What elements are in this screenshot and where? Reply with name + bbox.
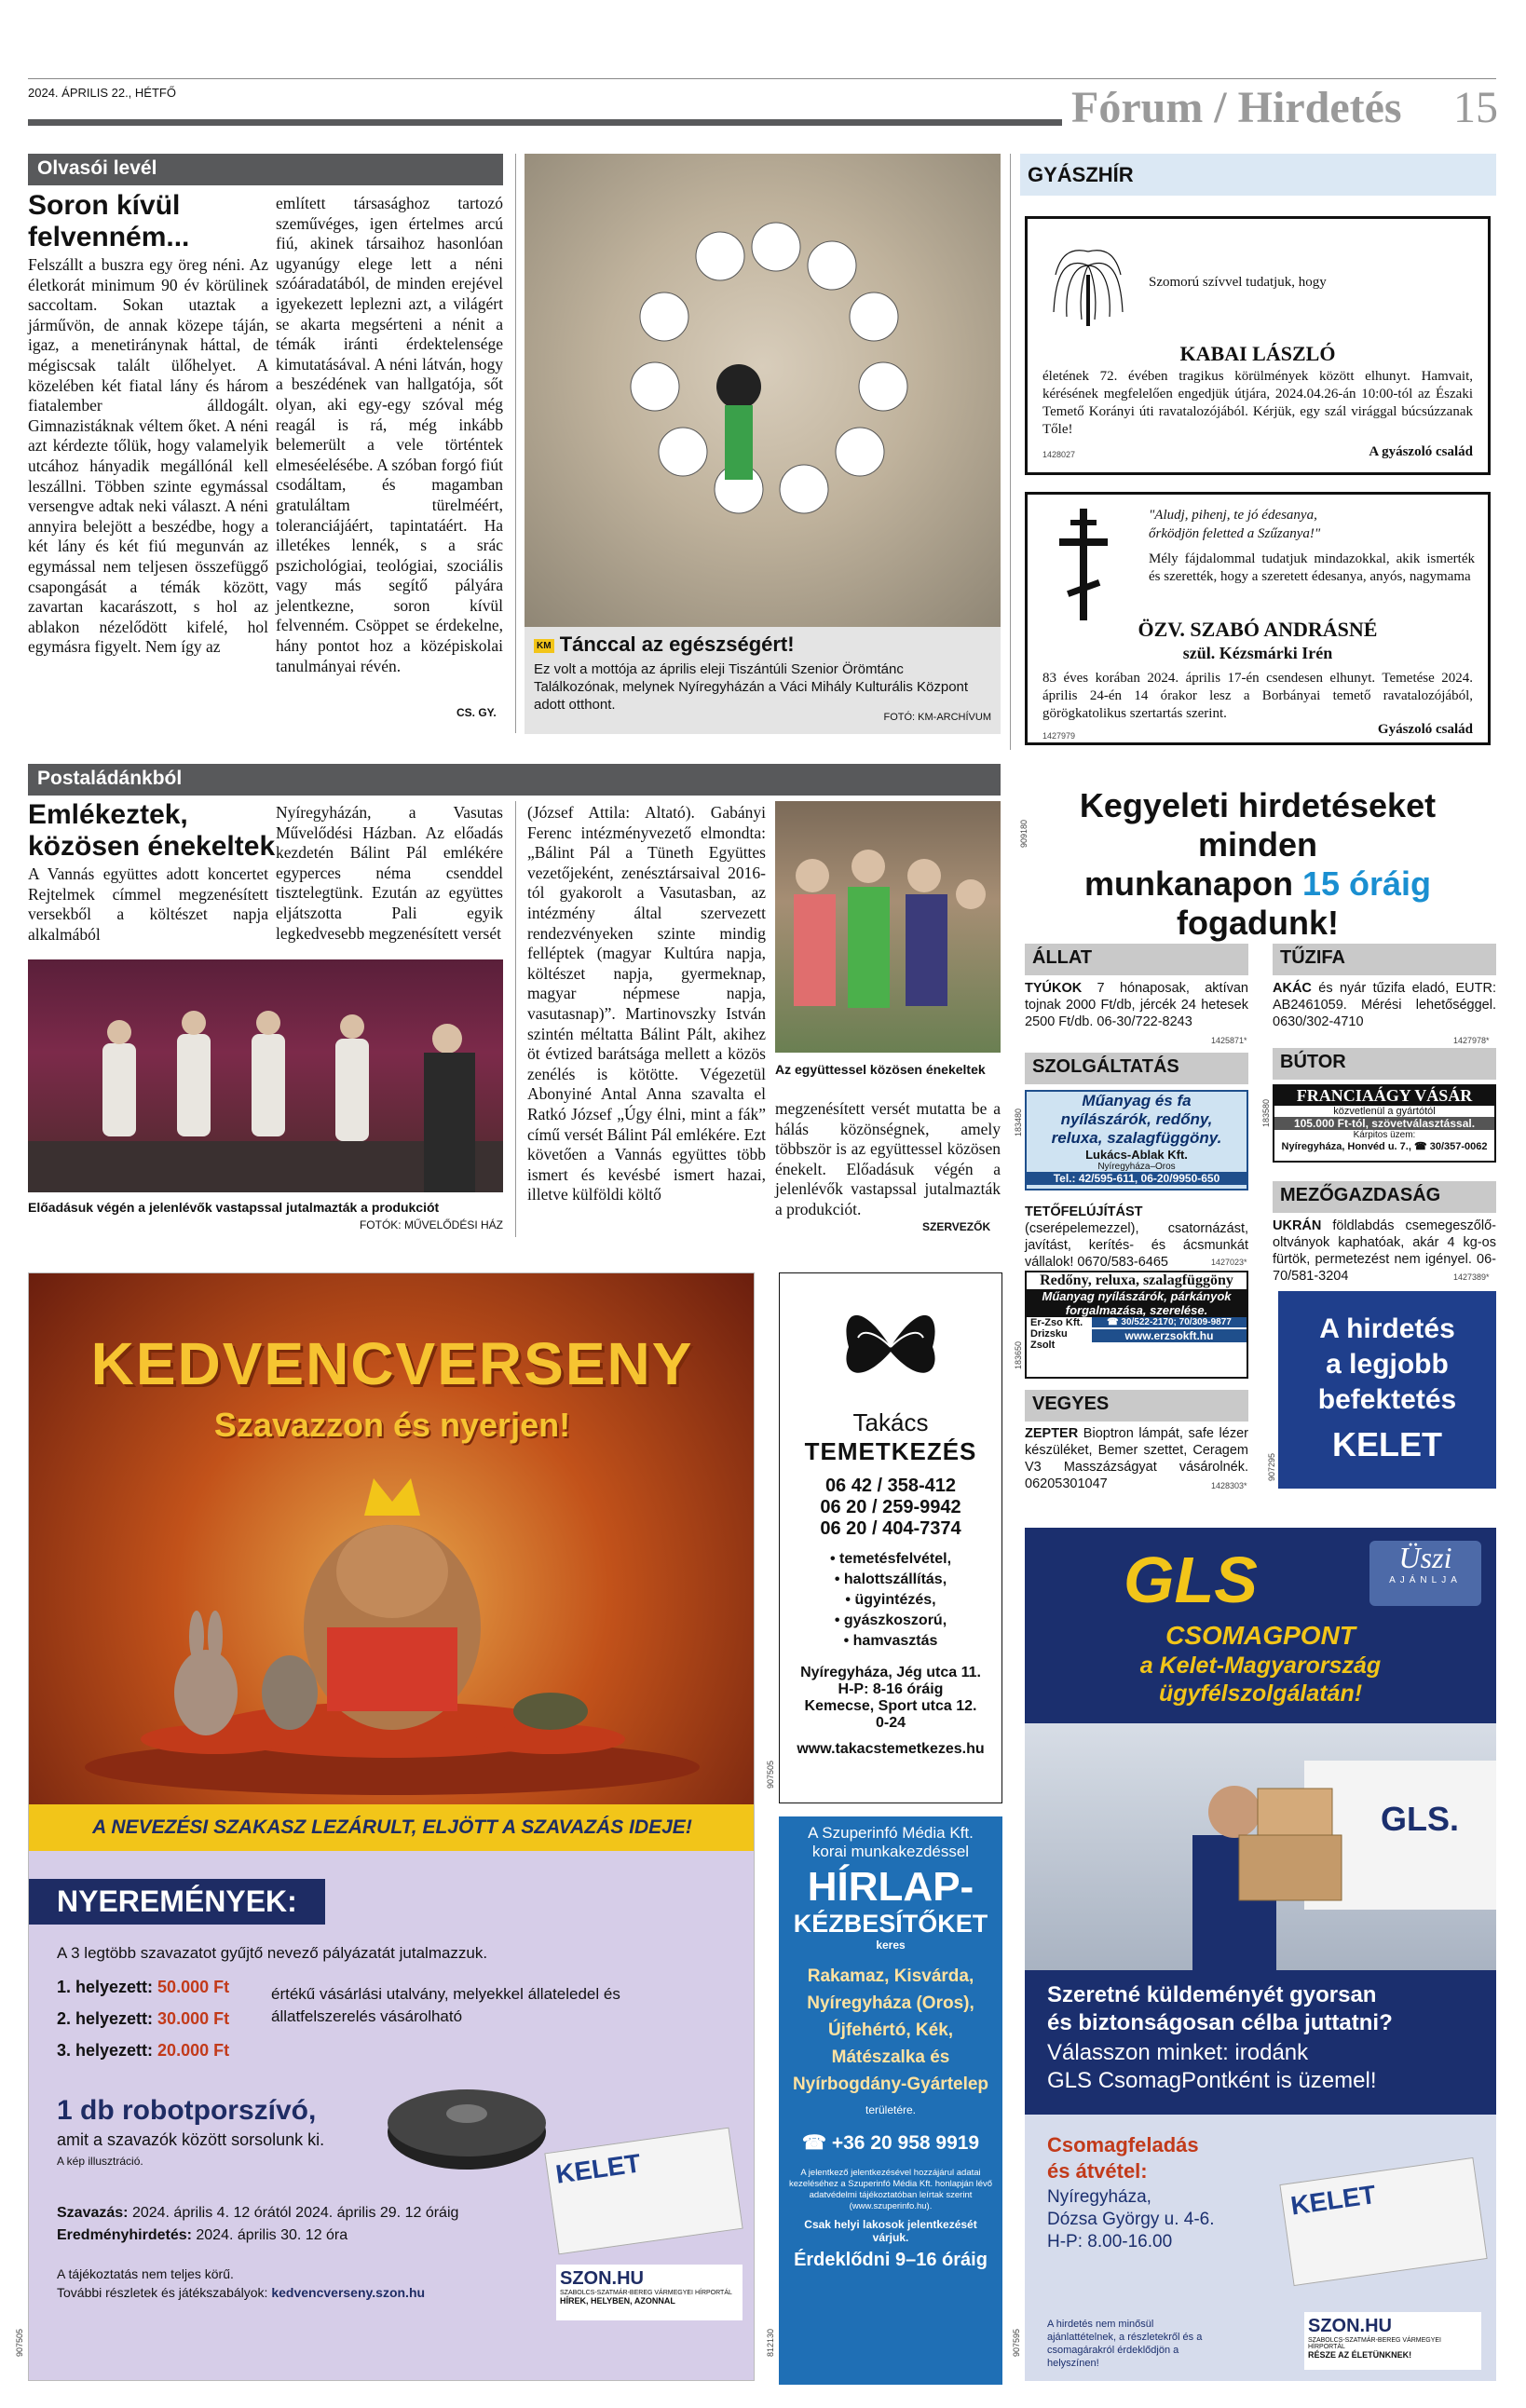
postal-col1: A Vannás együttes adott koncertet Rejtelmek címmel megzenésített versekből a költészet napja alkalmából [28,864,268,944]
ad2-l5: Nyíregyháza, Honvéd u. 7., ☎ 30/357-0062 [1281,1141,1488,1152]
gls-f1: Csomagfeladás [1047,2133,1199,2156]
ad1-l2: nyílászárók, redőny, [1060,1110,1213,1128]
kelet-ad [1278,1291,1496,1489]
takacs-services [780,1549,1001,1652]
ad3-l6: ☎ 30/522-2170; 70/309-9877 [1092,1317,1247,1327]
prize-3 [57,2041,229,2061]
concert-caption: Előadásuk végén a jelenlévők vastapssal jutalmazták a produkciót [28,1200,440,1215]
gls-title2: a Kelet-Magyarország [1139,1653,1382,1679]
postal-title: Emlékeztek, közösen énekeltek [28,799,276,862]
allat-head: ÁLLAT [1025,944,1248,975]
willow-tree-icon [1046,238,1130,331]
prize-2 [57,2009,229,2029]
ad-erzso [1025,1271,1248,1379]
szon-logo-gls [1304,2312,1481,2370]
newspaper-kelet-logo: KELET [553,2148,643,2189]
gls-szon-sub: SZABOLCS-SZATMÁR-BEREG VÁRMEGYEI HÍRPORTÁL [1308,2337,1442,2350]
page-number: 15 [1453,83,1498,132]
concert-credit: FOTÓK: MŰVELŐDÉSI HÁZ [359,1218,503,1231]
mezo-code: 1427389* [1453,1272,1490,1282]
uszi-box [1369,1541,1481,1606]
vote-value: 2024. április 4. 12 órától 2024. április 29. 12 óráig [128,2205,459,2221]
info2 [57,2285,425,2300]
robot-vacuum-icon [383,2076,551,2179]
kegyeleti-code: 909180 [1019,820,1029,849]
hirlap-intro1: A Szuperinfó Média Kft. [808,1824,974,1842]
gls-title1: CSOMAGPONT [1165,1621,1356,1650]
ad2-l4: Kárpitos üzem: [1353,1130,1416,1140]
ad3-code: 183650 [1014,1341,1023,1370]
dance-credit: FOTÓ: KM-ARCHÍVUM [883,712,991,723]
robot-note: A kép illusztráció. [57,2155,143,2168]
header-date: 2024. ÁPRILIS 22., HÉTFŐ [28,86,176,100]
obit2-sign: Gyászoló család [1377,722,1473,737]
service-item: • hamvasztás [780,1631,1001,1652]
takacs-addr1: Nyíregyháza, Jég utca 11. [800,1665,981,1680]
gls-courier-illustration [1025,1723,1496,1970]
allat-text-bold: TYÚKOK [1025,981,1083,996]
service-item: • gyászkoszorú, [780,1611,1001,1631]
takacs-name: Takács [852,1408,929,1436]
prize-1-label: 1. helyezett: [57,1978,158,1996]
ad-lukacs [1025,1090,1248,1190]
postal-divider [515,801,516,1237]
postal-col3: (József Attila: Altató). Gabányi Ferenc intézményvezető elmondta: „Bálint Pál a Tüneth Együttes vezetőjeként, zenésztársaival 2016-tól gyakorolt a Vasutasban, az intézmény által szervezett rendezvényeken szinte mindig felléptek (magyar Kultúra napja, költészet napja, gyermeknap, magyar népmese napja, vasutasnap)”. Martinovszky István szintén méltatta Bálint Pált, akihez öt évtized barátsága mellett a közös zenélés is kötötte. Végezetül Abonyiné Antal Anna szavalta el Ratkó József „Úgy élni, mint a fák” című versét Bálint Pál emlékére. Ezt követően a Vannás együttes több ismert és kevésbé ismert hazai, illetve külföldi költő [527,803,766,1204]
ad1-code: 183480 [1014,1109,1023,1137]
szon-logo-tag: HÍREK, HELYBEN, AZONNAL [560,2296,675,2306]
szon-logo-kedvenc [556,2265,743,2320]
obit1-intro: Szomorú szívvel tudatjuk, hogy [1149,275,1327,290]
hirlap-ad [779,1816,1002,2385]
takacs-phone1: 06 42 / 358-412 [824,1476,957,1496]
tuzifa-text-bold: AKÁC [1273,981,1312,996]
vote-period [57,2205,458,2222]
takacs-phone3: 06 20 / 404-7374 [820,1518,961,1539]
tuzifa-code: 1427978* [1453,1036,1490,1045]
kegyeleti-box [1025,782,1491,942]
kelet-ad-code: 907295 [1267,1453,1276,1482]
dance-title: Tánccal az egészségért! [559,633,795,656]
info2-link[interactable]: kedvencverseny.szon.hu [271,2285,426,2300]
tetofel-text-bold: TETŐFELÚJÍTÁST [1025,1204,1143,1219]
robot-sub: amit a szavazók között sorsolunk ki. [57,2130,325,2149]
gls-szon-tag: RÉSZE AZ ÉLETÜNKNEK! [1308,2350,1412,2360]
hirlap-only: Csak helyi lakosok jelentkezését várjuk. [804,2218,977,2244]
gls-code: 907595 [1012,2329,1021,2358]
ad2-l3: 105.000 Ft-tól, szövetválasztással. [1274,1117,1494,1130]
hirlap-call: Érdeklődni 9–16 óráig [794,2250,988,2270]
szon-logo-sub: SZABOLCS-SZATMÁR-BEREG VÁRMEGYEI HÍRPORTÁL [560,2290,732,2296]
obit1-name: KABAI LÁSZLÓ [1179,342,1336,365]
kedvenc-ad [28,1272,755,2381]
ad2-code: 183580 [1261,1099,1271,1128]
vegyes-code: 1428303* [1211,1481,1247,1490]
robot-title: 1 db robotporszívó, [57,2095,317,2126]
gls-q1: Szeretné küldeményét gyorsan [1047,1982,1377,2007]
kegyeleti-line1: Kegyeleti hirdetéseket minden [1079,786,1437,864]
ad-franciaagy [1273,1084,1496,1163]
prize-1-value: 50.000 Ft [157,1978,230,1996]
tetofel-code: 1427023* [1211,1258,1247,1267]
gls-addr2: Dózsa György u. 4-6. [1047,2210,1215,2229]
dance-photo-illustration [525,154,1001,627]
ad1-l5: Nyíregyháza–Oros [1097,1162,1176,1172]
hirlap-teruletre: területére. [865,2103,917,2116]
gls-a2: GLS CsomagPontként is üzemel! [1047,2068,1377,2093]
gls-szon-text: SZON.HU [1308,2316,1392,2336]
obit2-text: 83 éves korában 2024. április 17-én csendesen elhunyt. Temetése 2024. április 24-én 14 órakor lesz a Borbányai temető ravatalozójából, görögkatolikus szertartás szerint. [1042,671,1473,721]
hirlap-big2: KÉZBESÍTŐKET [793,1910,988,1938]
hirlap-small: A jelentkező jelentkezésével hozzájárul adatai kezeléséhez a Szuperinfó Média Kft. honlapján lévő adatvédelmi tájékoztatóban leírtak szerint (www.szuperinfo.hu). [788,2168,993,2211]
postal-section-head: Postaládánkból [28,764,1001,796]
allat-text-body: 7 hónaposak, aktívan tojnak 2000 Ft/db, jércék 24 hetesek 2500 Ft/db. 06-30/722-8243 [1025,981,1248,1029]
takacs-addr4: 0-24 [875,1715,906,1731]
choir-caption: Az együttessel közösen énekeltek [775,1062,986,1077]
gls-a1: Válasszon minket: irodánk [1047,2040,1309,2065]
butor-head: BÚTOR [1273,1048,1496,1080]
concert-illustration [28,959,503,1192]
postal-author: SZERVEZŐK [922,1220,991,1233]
header-bar [28,119,1062,126]
obit2-maiden: szül. Kézsmárki Irén [1182,644,1333,662]
gyaszhir-head: GYÁSZHÍR [1020,154,1496,196]
ad3-l7: www.erzsokft.hu [1092,1329,1247,1342]
hirlap-code: 812130 [766,2329,775,2358]
ad2-l1: FRANCIAÁGY VÁSÁR [1274,1086,1494,1106]
ad3-l1: Redőny, reluxa, szalagfüggöny [1040,1272,1233,1288]
concert-photo [28,959,503,1192]
gls-small: A hirdetés nem minősül ajánlattételnek, a részletekről és a csomagárakról érdeklődjön a helyszínen! [1047,2319,1203,2369]
obit2-quote2: őrködjön feletted a Szűzanya!" [1149,526,1321,541]
obit2-quote1: "Aludj, pihenj, te jó édesanya, [1149,508,1317,523]
kegyeleti-line2a: munkanapon [1083,864,1302,903]
takacs-web[interactable]: www.takacstemetkezes.hu [797,1741,985,1757]
takacs-code: 907505 [766,1761,775,1789]
gls-q2: és biztonságosan célba juttatni? [1047,2010,1393,2035]
takacs-sub: TEMETKEZÉS [804,1437,977,1465]
vote-label: Szavazás: [57,2205,129,2221]
hirlap-places: Rakamaz, Kisvárda, Nyíregyháza (Oros), Újfehértó, Kék, Mátészalka és Nyírbogdány-Gyártelep [792,1966,989,2094]
ad3-l3: forgalmazása, szerelése. [1027,1303,1247,1317]
letter-author: CS. GY. [456,706,497,719]
service-item: • halottszállítás, [780,1570,1001,1590]
ad1-l4: Lukács-Ablak Kft. [1085,1148,1188,1162]
result-value: 2024. április 30. 12 óra [191,2227,348,2243]
result-date [57,2227,347,2244]
vegyes-text-bold: ZEPTER [1025,1426,1079,1441]
butterfly-icon [839,1296,942,1398]
tetofel-text-body: (cserépelemezzel), csatornázást, javítást, kerítés- és ácsmunkát vállalok! 0670/583-6465 [1025,1221,1248,1270]
hirlap-intro2: korai munkakezdéssel [811,1843,970,1860]
prize-3-label: 3. helyezett: [57,2041,158,2060]
obituary-kabai [1025,216,1491,475]
service-item: • ügyintézés, [780,1590,1001,1611]
letter-title: Soron kívül felvenném... [28,190,190,252]
prize-desc: értékű vásárlási utalvány, melyekkel állateledel és állatfelszerelés vásárolható [271,1985,620,2025]
kelet-ad-l1: A hirdetés [1319,1313,1455,1344]
obit1-sign: A gyászoló család [1369,444,1473,459]
mezo-text-bold: UKRÁN [1273,1218,1322,1233]
service-item: • temetésfelvétel, [780,1549,1001,1570]
gls-newspaper-logo: KELET [1288,2180,1378,2221]
pets-illustration [29,1460,755,1795]
gls-truck: GLS. [1381,1800,1460,1838]
letter-divider [515,154,516,733]
gls-title3: ügyfélszolgálatán! [1158,1680,1363,1707]
obit2-intro: Mély fájdalommal tudatjuk mindazokkal, akik ismerték és szerették, hogy a szeretett édesanya, anyós, nagymama [1149,551,1475,584]
obit2-name: ÖZV. SZABÓ ANDRÁSNÉ [1138,618,1378,641]
kelet-ad-logo: KELET [1331,1425,1442,1463]
takacs-addr2: H-P: 8-16 óráig [838,1681,944,1697]
dance-text: Ez volt a mottója az április eleji Tiszántúli Szenior Örömtánc Találkozónak, melynek Nyíregyházán a Váci Mihály Kulturális Központ adott otthont. [534,661,969,713]
gls-ad [1025,1528,1496,2381]
kedvenc-subtitle: Szavazzon és nyerjen! [213,1406,571,1444]
kegyeleti-line2c: fogadunk! [1177,904,1339,942]
vegyes-text-body: Bioptron lámpát, safe lézer készüléket, Bemer szettet, Ceragem V3 Masszázságyat vásárolnék. 06205301047 [1025,1426,1248,1491]
mezo-head: MEZŐGAZDASÁG [1273,1181,1496,1213]
letter-col2: említett társasághoz tartozó szeművéges, igen értelmes arcú fiú, akinek társaihoz hasonlóan ugyanúgy elege lett a néni szóáradatából, de minden erejével igyekezett leplezni azt, a világért se akarta megsérteni a nénit a témák iránti érdektelensége kimutatásával. A néni látván, hogy a beszédének van hallgatója, sőt olyan, aki egy-egy szóval még reagál is rá, még inkább belemerült a vele történtek elmeséelésébe. A szóban forgó fiút csodáltam, és magamban gratuláltam türelméért, toleranciájáért, tapintatáért. Ha illetékes lennék, s a srác pszichológiai, teológiai, szociális vagy más segítő pályára jelentkezne, soron kívül felvenném. Csöppet se érdekelne, hány pontot hoz a középiskolai tanulmányai révén. [276,194,503,675]
kegyeleti-line2b: 15 óráig [1301,864,1432,903]
prizes-intro: A 3 legtöbb szavazatot gyűjtő nevező pályázatát jutalmazzuk. [57,1944,488,1962]
postal-col4: megzenésített versét mutatta be a hálás közönségnek, amely többször is az együttessel közösen énekelt. Előadásuk végén a jelenlévők vastapssal jutalmazták a produkciót. [775,1099,1001,1218]
prize-3-value: 20.000 Ft [157,2041,230,2060]
prize-2-label: 2. helyezett: [57,2009,158,2028]
info1: A tájékoztatás nem teljes körű. [57,2266,234,2281]
ad3-l4: Er-Zso Kft. [1030,1317,1083,1328]
prize-1 [57,1978,229,1997]
letter-section-head: Olvasói levél [28,154,503,185]
dance-photo [525,154,1001,627]
obit1-text: életének 72. évében tragikus körülmények között elhunyt. Hamvait, kérésének megfelelően engedjük útjára, 2024.04.26-án 10:00-tól az Északi Temető Korányi úti ravatalozójából. Kérjük, egy szál virággal búcsúzzanak Tőle! [1042,369,1473,437]
ad1-l6: Tel.: 42/595-611, 06-20/9950-650 [1027,1172,1247,1185]
tuzifa-head: TŰZIFA [1273,944,1496,975]
takacs-ad [779,1272,1002,1803]
szolg-head: SZOLGÁLTATÁS [1025,1053,1248,1084]
orthodox-cross-icon [1056,509,1111,620]
gls-addr3: H-P: 8.00-16.00 [1047,2232,1173,2252]
gls-f2: és átvétel: [1047,2159,1148,2183]
kelet-ad-l3: befektetés [1317,1384,1457,1415]
takacs-phone2: 06 20 / 259-9942 [820,1497,961,1517]
kelet-ad-l2: a legjobb [1326,1349,1449,1380]
hirlap-keres: keres [876,1939,906,1952]
prize-2-value: 30.000 Ft [157,2009,230,2028]
header-section: Fórum / Hirdetés [1071,83,1402,132]
tuzifa-text-body: és nyár tűzifa eladó, EUTR: AB2461059. Mérési lehetőséggel. 0630/302-4710 [1273,981,1496,1029]
ad3-l2: Műanyag nyílászárók, párkányok [1027,1289,1247,1303]
allat-code: 1425871* [1211,1036,1247,1045]
gls-logo: GLS [1124,1544,1258,1616]
szon-logo-text: SZON.HU [560,2268,644,2289]
choir-photo [775,801,1001,1053]
postal-col2: Nyíregyházán, a Vasutas Művelődési Házban. Az előadás kezdetén Bálint Pál emlékére egyperces néma csenddel tisztelegtünk. Ezután az együttes eljátszotta Pali egyik legkedvesebb megzenésített versét [276,803,503,943]
info2-text: További részletek és játékszabályok: [57,2285,272,2300]
dance-caption-box [525,627,1001,734]
prizes-head: NYEREMÉNYEK: [29,1879,325,1925]
vegyes-head: VEGYES [1025,1390,1248,1422]
obituary-szabo [1025,492,1491,745]
ad2-l2: közvetlenül a gyártótól [1333,1106,1436,1117]
ad1-l3: reluxa, szalagfüggöny. [1051,1129,1222,1147]
gls-addr1: Nyíregyháza, [1047,2187,1151,2207]
choir-illustration [775,801,1001,1053]
tuzifa-text [1273,980,1496,1030]
allat-text [1025,980,1248,1030]
kedvenc-title: KEDVENCVERSENY [90,1330,694,1397]
hirlap-phone[interactable]: ☎ +36 20 958 9919 [801,2132,980,2154]
ad3-l5: Drizsku Zsolt [1030,1328,1068,1351]
kedvenc-code: 907505 [15,2329,24,2358]
mezo-text-body: földlabdás csemegeszőlő-oltványok kaphatóak, akár 4 kg-os fürtök, permetezést nem igényel. 06-70/581-3204 [1273,1218,1496,1284]
uszi-text: Üszi [1398,1541,1452,1574]
letter-col1: Felszállt a buszra egy öreg néni. Az életkorát minimum 90 év körülinek saccoltam. Sokan utaztak a járművön, de annak közepe táján, igaz, a menetiránynak háttal, de mégiscsak talált ülőhelyet. A közelében két fiatal lány és három fiatalember álldogált. Gimnazistáknak véltem őket. A néni azt kérdezte tőlük, hogy valamelyik utcához hányadik megállónál kell leszállni. Többen szinte egymással versengve adtak neki választ. A néni annyira belejött a beszédbe, hogy a két lány és két fiú megunván az egymással nem teljesen összefüggő csapongását a témák között, zavartan kacarászott, s hol az ablakon nézelődött kifelé, hol egymásra figyelt. Nem így az [28,255,268,657]
takacs-addr3: Kemecse, Sport utca 12. [804,1698,977,1714]
km-badge: KM [534,639,554,653]
kedvenc-banner: A NEVEZÉSI SZAKASZ LEZÁRULT, ELJÖTT A SZAVAZÁS IDEJE! [29,1804,755,1851]
ajanlja-text: AJÁNLJA [1389,1575,1462,1585]
hirlap-big: HÍRLAP- [807,1864,974,1910]
obit2-code: 1427979 [1042,731,1076,741]
header-rule [28,78,1496,79]
result-label: Eredményhirdetés: [57,2227,192,2243]
dance-divider [1010,154,1011,750]
obit1-code: 1428027 [1042,450,1076,459]
gls-photo [1025,1723,1496,1970]
ad1-l1: Műanyag és fa [1082,1092,1192,1109]
